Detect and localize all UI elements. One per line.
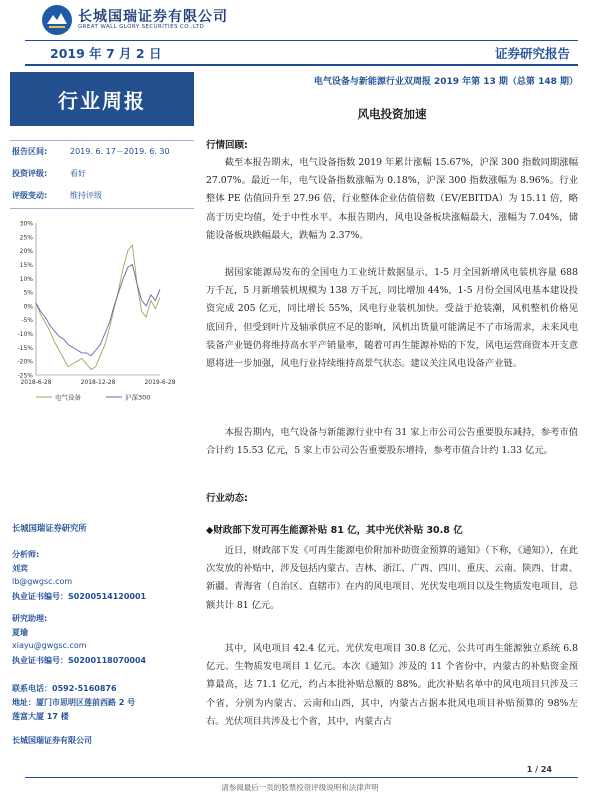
contact-address-line-1: 地址：厦门市思明区莲前西路 2 号	[12, 698, 136, 707]
review-paragraph-1: 截至本报告期末，电气设备指数 2019 年累计涨幅 15.67%，沪深 300 指数同期涨幅 27.07%。最近一年，电气设备指数涨幅为 0.18%，沪深 300 指数涨幅为 8.96%。行业整体 PE 估值回升至 27.96 倍，行业整体企业估值倍数（EV/EBITDA）为 15.11 倍，略高于历史均值，处于中性水平。本报告期内，风电设备板块涨幅最大，涨幅为 7.04%，储能设备板块跌幅最大，跌幅为 2.37%。	[206, 157, 578, 241]
assistant-certificate: 执业证书编号：S0200118070004	[12, 656, 147, 665]
dynamics-section-title: 行业动态:	[206, 493, 248, 504]
brand-name-cn: 长城国瑞证券有限公司	[78, 9, 228, 25]
meta-rating	[12, 168, 86, 179]
series-title: 电气设备与新能源行业双周报 2019 年第 13 期（总第 148 期）	[313, 77, 578, 87]
x-tick-label: 2018-6-28	[20, 379, 52, 386]
y-tick-label: 30%	[19, 220, 33, 228]
y-tick-label: -5%	[21, 317, 33, 325]
meta-rating-label: 投资评级:	[12, 169, 48, 178]
meta-rating-change	[12, 190, 102, 201]
analyst-name: 刘宾	[12, 564, 28, 573]
y-tick-label: -15%	[17, 344, 33, 352]
x-tick-label: 2019-6-28	[144, 379, 176, 386]
report-headline: 风电投资加速	[357, 107, 427, 121]
report-date: 2019 年 7 月 2 日	[50, 46, 162, 61]
contact-address-line-2: 莲富大厦 17 楼	[12, 712, 69, 721]
header-divider-bottom	[25, 64, 578, 66]
header-divider-top	[25, 40, 578, 41]
meta-divider	[10, 140, 194, 141]
report-category-banner: 行业周报	[10, 72, 194, 126]
company-logo	[40, 3, 74, 37]
review-section-title: 行情回顾:	[206, 140, 248, 151]
sector-performance-chart	[10, 215, 194, 415]
institute-name: 长城国瑞证券研究所	[12, 523, 87, 533]
meta-rating-change-value: 维持评级	[70, 191, 102, 200]
company-name: 长城国瑞证券有限公司	[12, 736, 92, 745]
y-tick-label: -20%	[17, 358, 33, 366]
page-number: 1 / 24	[526, 765, 552, 774]
y-tick-label: 15%	[19, 261, 33, 269]
series-line-electrical-equipment	[36, 245, 160, 369]
report-type: 证券研究报告	[494, 46, 570, 61]
news-paragraph-2: 其中，风电项目 42.4 亿元、光伏发电项目 30.8 亿元、公共可再生能源独立系统 6.8 亿元、生物质发电项目 1 亿元。本次《通知》涉及的 11 个省份中，内蒙古的补贴资金预算最高，达 71.1 亿元，约占本批补贴总额的 88%。此次补贴名单中的风电项目只涉及三个省，分别为内蒙古、云南和山西，其中，内蒙古占据本批风电项目补贴预算的 98%左右。光伏项目共涉及七个省，其中，内蒙古占	[206, 643, 578, 727]
contact-phone: 联系电话：0592-5160876	[12, 684, 117, 693]
meta-rating-change-label: 评级变动:	[12, 191, 48, 200]
y-tick-label: 0%	[23, 303, 33, 311]
meta-period-label: 报告区间:	[12, 147, 48, 156]
meta-period	[12, 146, 170, 157]
analyst-certificate: 执业证书编号：S0200514120001	[12, 592, 147, 601]
legend-label: 电气设备	[55, 393, 81, 402]
chart-divider	[10, 208, 194, 209]
y-tick-label: 25%	[19, 234, 33, 242]
assistant-label: 研究助理:	[12, 614, 48, 623]
assistant-email[interactable]: xiayu@gwgsc.com	[12, 641, 87, 650]
y-tick-label: 20%	[19, 248, 33, 256]
review-paragraph-2: 据国家能源局发布的全国电力工业统计数据显示，1-5 月全国新增风电装机容量 688 万千瓦，5 月新增装机规模为 138 万千瓦，同比增加 44%，1-5 月份全国风电基本建设投资完成 205 亿元，同比增长 55%，风电行业装机加快。受益于抢装潮，风机整机价格见底回升，但受到叶片及轴承供应不足的影响，风机出货量可能满足不了市场需求，未来风电装备产业链仍将维持高水平产销量率，随着可再生能源补贴的下发，风电运营商资本开支意愿将进一步加强，风电行业持续维持高景气状态。建议关注风电设备产业链。	[206, 267, 578, 370]
y-tick-label: -10%	[17, 331, 33, 339]
analyst-label: 分析师:	[12, 550, 40, 559]
legend-label: 沪深300	[125, 393, 151, 402]
news-paragraph-1: 近日，财政部下发《可再生能源电价附加补助资金预算的通知》（下称，《通知》），在此次发放的补贴中，涉及包括内蒙古、吉林、浙江、广西、四川、重庆、云南、陕西、甘肃、新疆、青海省（自治区、直辖市）在内的风电项目、光伏发电项目以及生物质发电项目，总额共计 81 亿元。	[206, 545, 578, 611]
y-tick-label: 5%	[23, 289, 33, 297]
y-tick-label: -25%	[17, 372, 33, 380]
footer-disclaimer: 请参阅最后一页的股票投资评级说明和法律声明	[221, 783, 379, 792]
y-tick-label: 10%	[19, 275, 33, 283]
brand-name-en: GREAT WALL GLORY SECURITIES CO.,LTD	[78, 24, 205, 30]
news-headline: ◆财政部下发可再生能源补贴 81 亿，其中光伏补贴 30.8 亿	[206, 525, 463, 536]
analyst-email[interactable]: lb@gwgsc.com	[12, 577, 73, 586]
assistant-name: 夏瑜	[12, 628, 28, 637]
x-tick-label: 2018-12-28	[80, 379, 116, 386]
meta-rating-value: 看好	[70, 169, 86, 178]
footer-divider	[25, 777, 578, 778]
review-paragraph-3: 本报告期内，电气设备与新能源行业中有 31 家上市公司公告重要股东减持，参考市值合计约 15.53 亿元，5 家上市公司公告重要股东增持，参考市值合计约 1.33 亿元。	[206, 427, 578, 457]
meta-period-value: 2019. 6. 17－2019. 6. 30	[70, 147, 170, 156]
